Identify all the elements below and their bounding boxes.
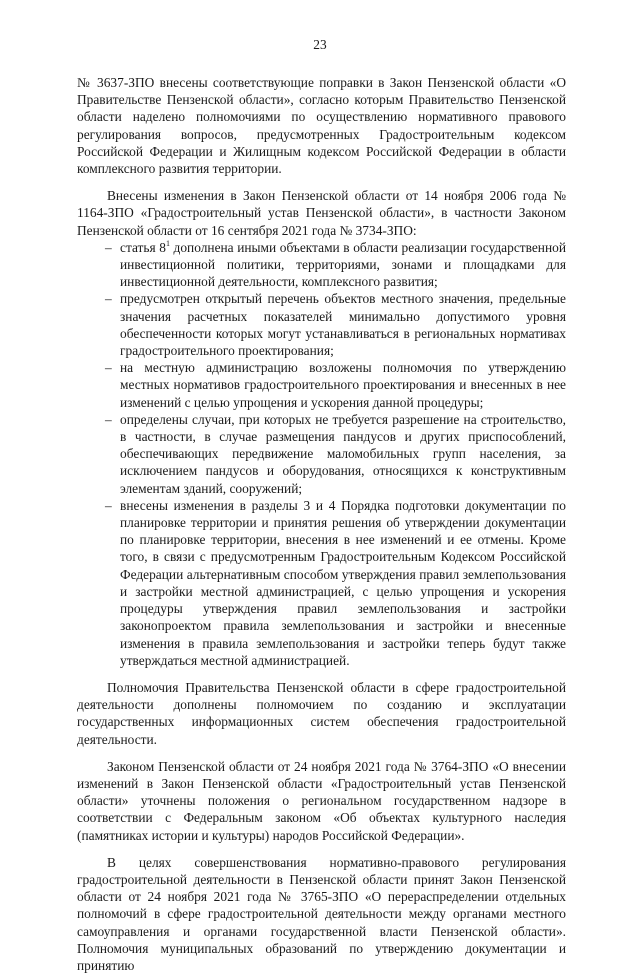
list-item: [77, 359, 566, 411]
superscript: 1: [165, 238, 170, 248]
dash-bullet: –: [105, 239, 112, 255]
document-body: [77, 74, 566, 974]
paragraph-3: Полномочия Правительства Пензенской области в сфере градостроительной деятельности дополнены полномочием по созданию и эксплуатации государственных информационных систем обеспечения градостроительной деятельности.: [77, 679, 566, 747]
paragraph-1: № 3637-ЗПО внесены соответствующие поправки в Закон Пензенской области «О Правительстве Пензенской области», согласно которым Правительство Пензенской области наделено полномочиями по осуществлению нормативного правового регулирования вопросов, предусмотренных Градостроительным кодексом Российской Федерации и Жилищным кодексом Российской Федерации в области комплексного развития территории.: [77, 75, 566, 177]
dash-bullet: –: [105, 497, 112, 513]
dash-bullet: –: [105, 360, 112, 376]
list-item: [77, 497, 566, 669]
list-item: [77, 411, 566, 497]
paragraph-2: Внесены изменения в Закон Пензенской области от 14 ноября 2006 года № 1164-ЗПО «Градостроительный устав Пензенской области», в частности Законом Пензенской области от 16 сентября 2021 года № 3734-ЗПО:: [77, 188, 566, 238]
amendments-list: [77, 239, 566, 669]
list-item-text-start: статья 8: [120, 239, 166, 255]
page-number: 23: [313, 37, 327, 52]
list-item-text-end: дополнена иными объектами в области реализации государственной инвестиционной политики, территориями, зонами и площадками для инвестиционной деятельности, комплексного развития;: [120, 239, 566, 290]
dash-bullet: –: [105, 411, 112, 427]
paragraph-5: В целях совершенствования нормативно-правового регулирования градостроительной деятельности в Пензенской области принят Закон Пензенской области от 24 ноября 2021 года № 3765-ЗПО «О перераспределении отдельных полномочий в сфере градостроительной деятельности между органами местного самоуправления и органами государственной власти Пензенской области». Полномочия муниципальных образований по утверждению документации и принятию: [77, 854, 566, 973]
list-item-text: предусмотрен открытый перечень объектов местного значения, предельные значения расчетных показателей минимально допустимого уровня обеспеченности которых могут устанавливаться в региональных нормативах градостроительного проектирования;: [120, 291, 566, 359]
paragraph-4: Законом Пензенской области от 24 ноября 2021 года № 3764-ЗПО «О внесении изменений в Закон Пензенской области «Градостроительный устав Пензенской области» уточнены положения о региональном государственном надзоре в соответствии с Федеральным законом «Об объектах культурного наследия (памятниках истории и культуры) народов Российской Федерации».: [77, 758, 566, 843]
list-item: [77, 290, 566, 359]
list-item: [77, 239, 566, 291]
list-item-text: внесены изменения в разделы 3 и 4 Порядка подготовки документации по планировке территории и принятия решения об утверждении документации по планировке территории, внесения в нее изменений и ее отмены. Кроме того, в связи с предусмотренным Градостроительным Кодексом Российской Федерации альтернативным способом утверждения правил землепользования и застройки местной администрацией, с целью упрощения и ускорения процедуры утверждения правил землепользования и застройки законопроектом правила землепользования и застройки и внесенные изменения в правила землепользования и застройки теперь будут также утверждаться местной администрацией.: [120, 497, 566, 668]
list-item-text: определены случаи, при которых не требуется разрешение на строительство, в частности, в случае размещения пандусов и других приспособлений, обеспечивающих передвижение маломобильных групп населения, за исключением пандусов и оборудования, относящихся к конструктивным элементам зданий, сооружений;: [120, 411, 566, 496]
dash-bullet: –: [105, 291, 112, 307]
list-item-text: на местную администрацию возложены полномочия по утверждению местных нормативов градостроительного проектирования и внесенных в нее изменений с целью упрощения и ускорения данной процедуры;: [120, 360, 566, 410]
